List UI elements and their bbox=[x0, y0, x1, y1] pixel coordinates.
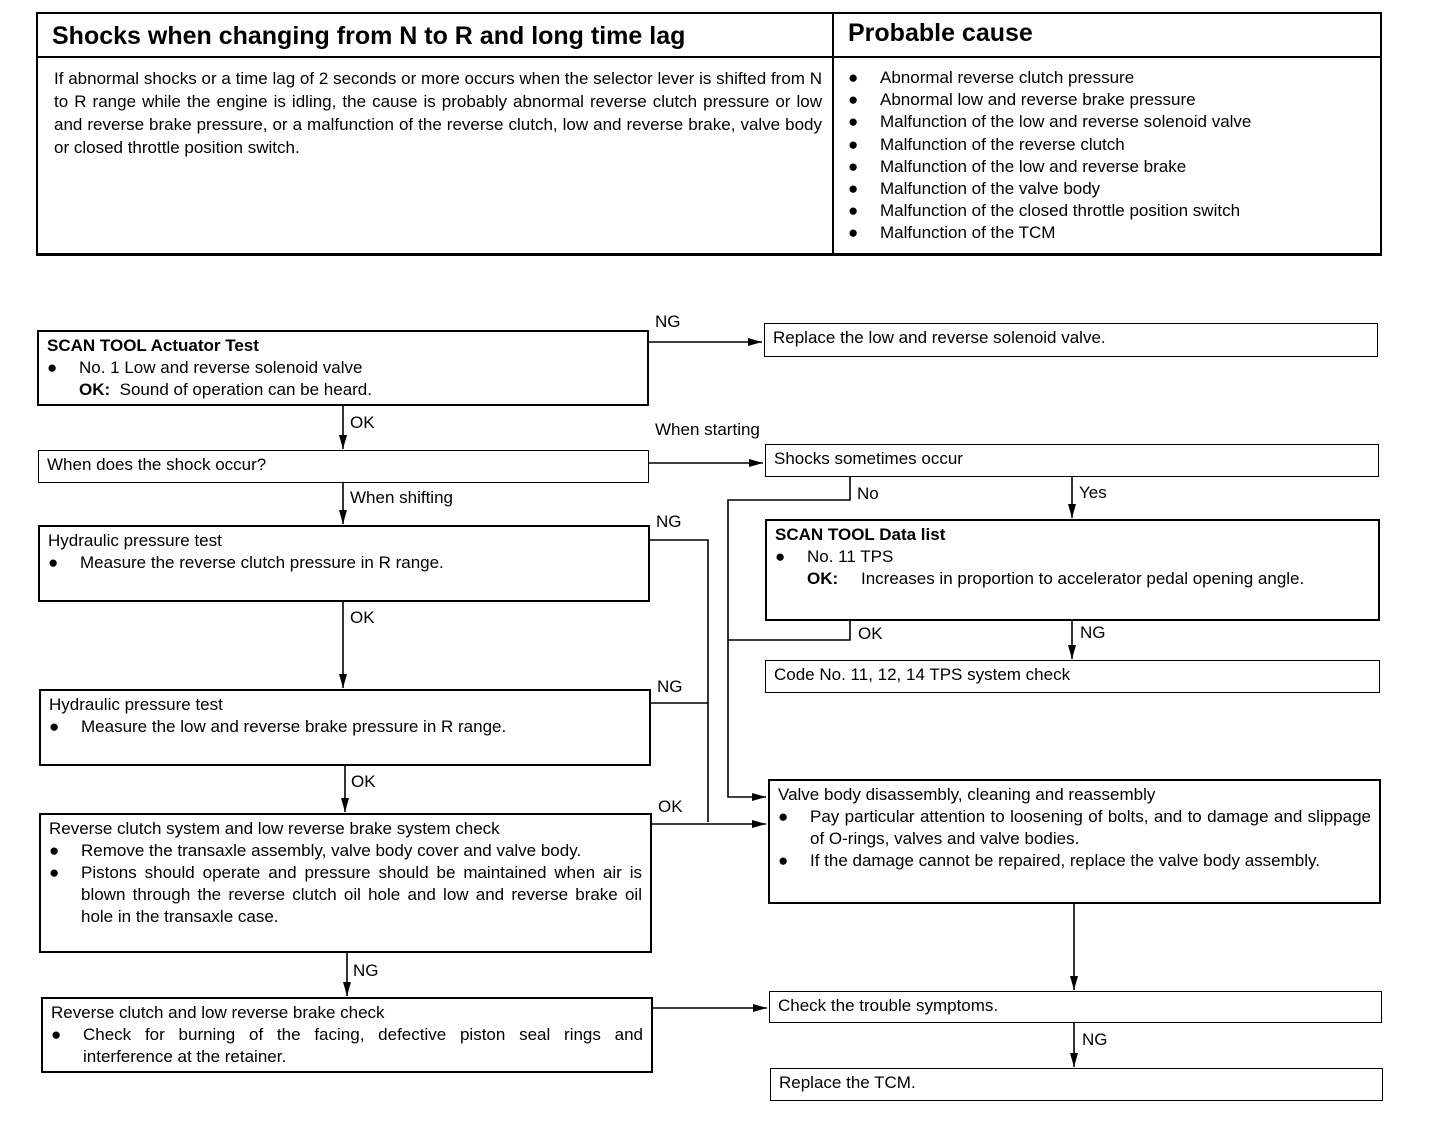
label-yes: Yes bbox=[1079, 483, 1107, 502]
bullet: ● bbox=[848, 68, 859, 87]
box-item: Remove the transaxle assembly, valve body cover and valve body. bbox=[81, 841, 582, 860]
cause-text: Abnormal low and reverse brake pressure bbox=[880, 90, 1196, 110]
label-ok: OK bbox=[350, 608, 375, 627]
box-title: Hydraulic pressure test bbox=[48, 531, 222, 550]
box-item: Pay particular attention to loosening of bolts, and to damage and slippage of O-rings, valves and valve bodies. bbox=[810, 807, 1371, 848]
symptom-description: If abnormal shocks or a time lag of 2 seconds or more occurs when the selector lever is shifted from N to R range while the engine is idling, the cause is probably abnormal reverse clutch pressure or low and reverse brake pressure, or a malfunction of the reverse clutch, low and reverse brake, valve body or closed throttle position switch. bbox=[38, 58, 834, 253]
box-title: SCAN TOOL Data list bbox=[775, 525, 946, 544]
system-check-box bbox=[39, 813, 652, 953]
box-item: Measure the reverse clutch pressure in R range. bbox=[80, 553, 444, 572]
label-ng: NG bbox=[1080, 623, 1106, 642]
actuator-test-box bbox=[37, 330, 649, 406]
valve-body-box bbox=[768, 779, 1381, 904]
cause-title: Probable cause bbox=[834, 14, 1380, 58]
bullet: ● bbox=[848, 223, 859, 243]
cause-text: Abnormal reverse clutch pressure bbox=[880, 68, 1135, 87]
box-item: If the damage cannot be repaired, replace the valve body assembly. bbox=[810, 851, 1320, 870]
label-ng: NG bbox=[657, 677, 683, 696]
box-item: Measure the low and reverse brake pressure in R range. bbox=[81, 717, 507, 736]
clutch-check-box bbox=[41, 997, 653, 1073]
label-ng: NG bbox=[353, 961, 379, 980]
bullet: ● bbox=[848, 112, 859, 132]
box-item: No. 11 TPS bbox=[807, 547, 894, 566]
replace-solenoid-box: Replace the low and reverse solenoid valve. bbox=[764, 323, 1378, 357]
cause-text: Malfunction of the low and reverse brake bbox=[880, 156, 1187, 176]
ok-text: Sound of operation can be heard. bbox=[119, 380, 372, 399]
cause-text: Malfunction of the low and reverse solenoid valve bbox=[880, 112, 1252, 132]
bullet: ● bbox=[778, 807, 789, 826]
box-title: Valve body disassembly, cleaning and reassembly bbox=[778, 785, 1156, 804]
label-ng: NG bbox=[655, 312, 681, 331]
symptom-title: Shocks when changing from N to R and long time lag bbox=[38, 14, 834, 58]
bullet: ● bbox=[848, 134, 859, 154]
box-item: Pistons should operate and pressure should be maintained when air is blown through the reverse clutch oil hole and low and reverse brake oil hole in the transaxle case. bbox=[81, 863, 642, 926]
cause-text: Malfunction of the reverse clutch bbox=[880, 134, 1125, 154]
cause-text: Malfunction of the valve body bbox=[880, 179, 1101, 199]
box-title: SCAN TOOL Actuator Test bbox=[47, 336, 259, 355]
box-title: Reverse clutch and low reverse brake check bbox=[51, 1003, 385, 1022]
label-ok: OK bbox=[350, 413, 375, 432]
hydraulic-test-1-box bbox=[38, 525, 650, 602]
bullet: ● bbox=[848, 156, 859, 176]
box-title: Hydraulic pressure test bbox=[49, 695, 223, 714]
ok-text: Increases in proportion to accelerator pedal opening angle. bbox=[861, 569, 1305, 588]
data-list-box bbox=[765, 519, 1380, 621]
tps-check-box: Code No. 11, 12, 14 TPS system check bbox=[765, 660, 1380, 693]
label-ok: OK bbox=[658, 797, 683, 816]
label-ng: NG bbox=[1082, 1030, 1108, 1049]
shocks-sometimes-box: Shocks sometimes occur bbox=[765, 444, 1379, 477]
bullet: ● bbox=[848, 201, 859, 221]
bullet: ● bbox=[49, 863, 60, 882]
box-title: Reverse clutch system and low reverse brake system check bbox=[49, 819, 500, 838]
ok-key: OK: bbox=[807, 569, 839, 588]
box-item: No. 1 Low and reverse solenoid valve bbox=[79, 358, 363, 377]
label-when-starting: When starting bbox=[655, 420, 760, 439]
cause-text: Malfunction of the TCM bbox=[880, 223, 1056, 243]
label-when-shifting: When shifting bbox=[350, 488, 453, 507]
bullet: ● bbox=[49, 841, 60, 860]
label-ok: OK bbox=[858, 624, 883, 643]
bullet: ● bbox=[51, 1025, 62, 1044]
ok-key: OK: bbox=[79, 380, 111, 399]
bullet: ● bbox=[848, 179, 859, 199]
bullet: ● bbox=[775, 547, 786, 566]
label-no: No bbox=[857, 484, 879, 503]
box-item: Check for burning of the facing, defective piston seal rings and interference at the retainer. bbox=[83, 1025, 643, 1066]
bullet: ● bbox=[47, 358, 58, 377]
hydraulic-test-2-box bbox=[39, 689, 651, 766]
label-ok: OK bbox=[351, 772, 376, 791]
replace-tcm-box: Replace the TCM. bbox=[770, 1068, 1383, 1101]
bullet: ● bbox=[778, 851, 789, 870]
label-ng: NG bbox=[656, 512, 682, 531]
when-shock-box: When does the shock occur? bbox=[38, 450, 649, 483]
bullet: ● bbox=[49, 717, 60, 736]
bullet: ● bbox=[848, 90, 859, 110]
line-ok-datalist bbox=[728, 620, 850, 640]
trouble-symptoms-box: Check the trouble symptoms. bbox=[769, 991, 1382, 1023]
bullet: ● bbox=[48, 553, 59, 572]
cause-text: Malfunction of the closed throttle position switch bbox=[880, 201, 1241, 221]
